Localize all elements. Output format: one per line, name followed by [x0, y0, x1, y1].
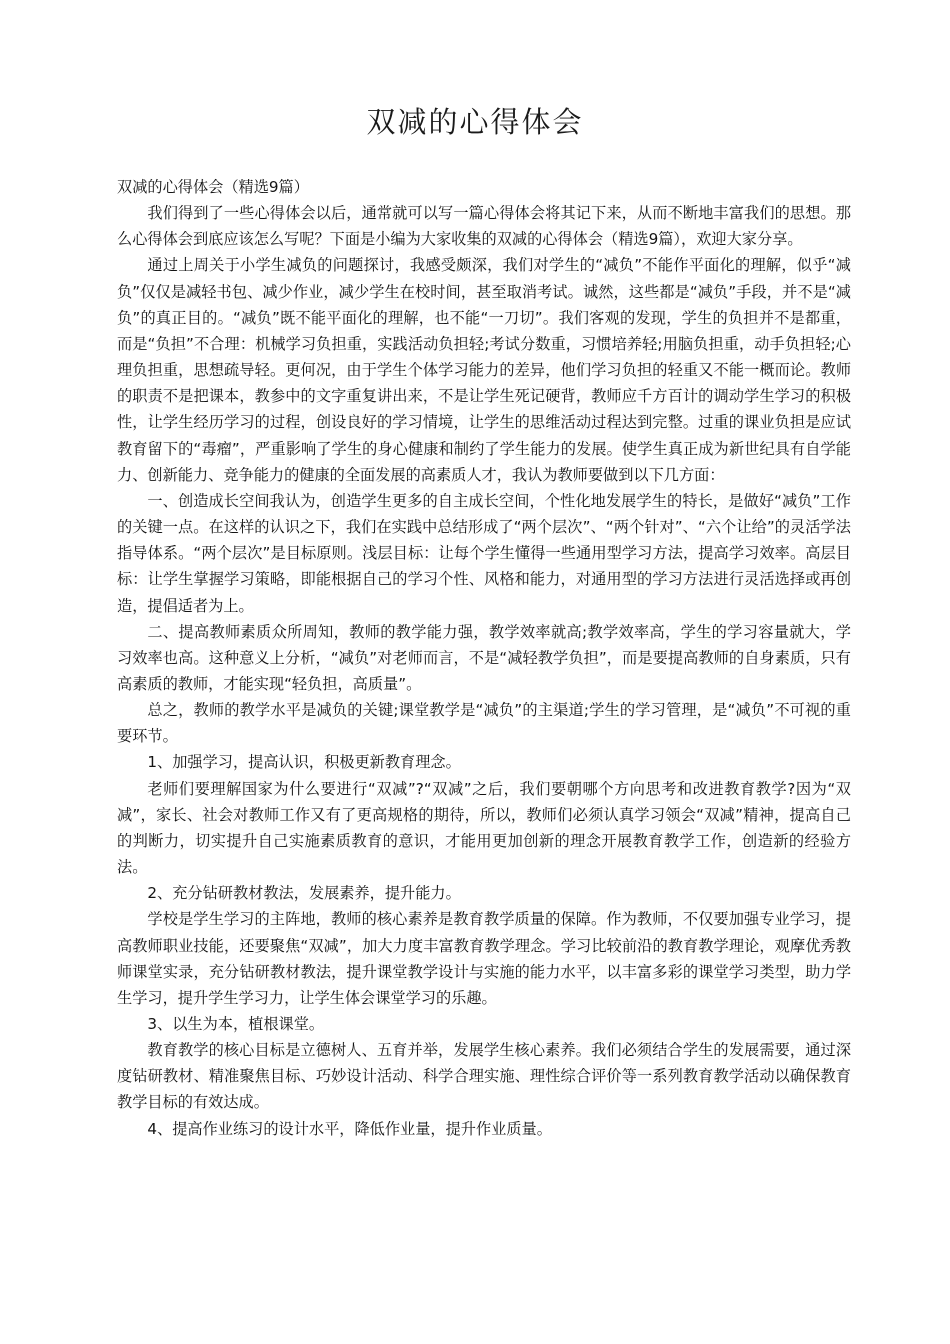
document-subtitle: 双减的心得体会（精选9篇）	[117, 178, 309, 196]
paragraph-point-one: 一、创造成长空间我认为，创造学生更多的自主成长空间，个性化地发展学生的特长，是做好“减负”工作的关键一点。在这样的认识之下，我们在实践中总结形成了“两个层次”、“两个针对”、“六个让给”的灵活学法指导体系。“两个层次”是目标原则。浅层目标：让每个学生懂得一些通用型学习方法，提高学习效率。高层目标：让学生掌握学习策略，即能根据自己的学习个性、风格和能力，对通用型的学习方法进行灵活选择或再创造，提倡适者为上。	[117, 491, 851, 615]
document-title: 双减的心得体会	[366, 105, 584, 139]
paragraph-item-2: 学校是学生学习的主阵地，教师的核心素养是教育教学质量的保障。作为教师，不仅要加强专业学习，提高教师职业技能，还要聚焦“双减”，加大力度丰富教育教学理念。学习比较前沿的教育教学理论，观摩优秀教师课堂实录，充分钻研教材教法，提升课堂教学设计与实施的能力水平，以丰富多彩的课堂学习类型，助力学生学习，提升学生学习力，让学生体会课堂学习的乐趣。	[117, 910, 851, 1007]
heading-item-3: 3、以生为本，植根课堂。	[147, 1015, 325, 1033]
heading-item-1: 1、加强学习，提高认识，积极更新教育理念。	[147, 753, 461, 772]
heading-item-4: 4、提高作业练习的设计水平，降低作业量，提升作业质量。	[147, 1119, 552, 1138]
paragraph-item-1: 老师们要理解国家为什么要进行“双减”?“双减”之后，我们要朝哪个方向思考和改进教育教学?因为“双减”，家长、社会对教师工作又有了更高规格的期待，所以，教师们必须认真学习领会“双减”精神，提高自己的判断力，切实提升自己实施素质教育的意识，才能用更加创新的理念开展教育教学工作，创造新的经验方法。	[117, 779, 851, 877]
paragraph-intro: 我们得到了一些心得体会以后，通常就可以写一篇心得体会将其记下来，从而不断地丰富我们的思想。那么心得体会到底应该怎么写呢？下面是小编为大家收集的双减的心得体会（精选9篇），欢迎大家分享。	[117, 204, 851, 249]
paragraph-item-3: 教育教学的核心目标是立德树人、五育并举，发展学生核心素养。我们必须结合学生的发展需要，通过深度钻研教材、精准聚焦目标、巧妙设计活动、科学合理实施、理性综合评价等一系列教育教学活动以确保教育教学目标的有效达成。	[117, 1041, 851, 1112]
paragraph-point-two: 二、提高教师素质众所周知，教师的教学能力强，教学效率就高;教学效率高，学生的学习容量就大，学习效率也高。这种意义上分析，“减负”对老师而言，不是“减轻教学负担”，而是要提高教师的自身素质，只有高素质的教师，才能实现“轻负担，高质量”。	[117, 622, 851, 693]
heading-item-2: 2、充分钻研教材教法，发展素养，提升能力。	[147, 884, 461, 903]
document-body	[117, 174, 851, 1142]
paragraph-discussion: 通过上周关于小学生减负的问题探讨，我感受颇深，我们对学生的“减负”不能作平面化的理解，似乎“减负”仅仅是减轻书包、减少作业，减少学生在校时间，甚至取消考试。诚然，这些都是“减负”手段，并不是“减负”的真正目的。“减负”既不能平面化的理解，也不能“一刀切”。我们客观的发现，学生的负担并不是都重，而是“负担”不合理：机械学习负担重，实践活动负担轻;考试分数重，习惯培养轻;用脑负担重，动手负担轻;心理负担重，思想疏导轻。更何况，由于学生个体学习能力的差异，他们学习负担的轻重又不能一概而论。教师的职责不是把课本，教参中的文字重复讲出来，不是让学生死记硬背，教师应千方百计的调动学生学习的积极性，让学生经历学习的过程，创设良好的学习情境，让学生的思维活动过程达到完整。过重的课业负担是应试教育留下的“毒瘤”，严重影响了学生的身心健康和制约了学生能力的发展。使学生真正成为新世纪具有自学能力、创新能力、竞争能力的健康的全面发展的高素质人才，我认为教师要做到以下几方面：	[117, 256, 851, 484]
paragraph-summary: 总之，教师的教学水平是减负的关键;课堂教学是“减负”的主渠道;学生的学习管理，是“减负”不可视的重要环节。	[117, 701, 851, 746]
